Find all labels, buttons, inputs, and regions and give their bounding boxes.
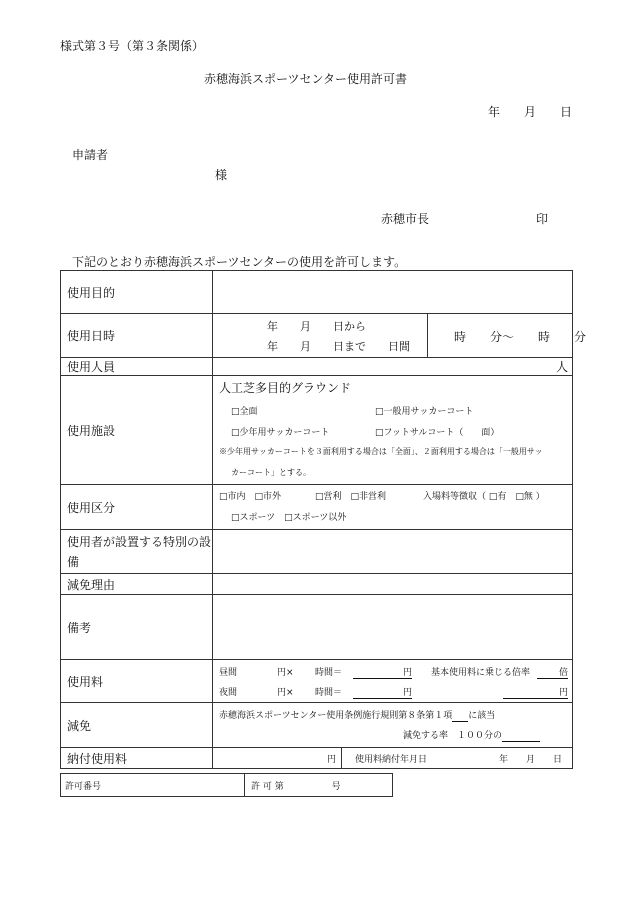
- row-exemption: [61, 703, 573, 748]
- exemption-rate-blank[interactable]: [502, 731, 540, 742]
- fee-night-amount[interactable]: 円: [353, 685, 412, 699]
- equipment-label: 使用者が設置する特別の設備: [61, 530, 213, 574]
- fee-night-hours: 時間＝: [315, 688, 343, 698]
- permit-number-table: [60, 773, 393, 797]
- applicant-label: 申請者: [72, 148, 109, 162]
- fee-day-label: 昼間: [219, 668, 238, 678]
- facility-note-1: ※少年用サッカーコートを３面利用する場合は「全面」、２面利用する場合は「一般用サッ: [219, 447, 543, 456]
- permit-number-field[interactable]: 許 可 第 号: [245, 774, 393, 797]
- purpose-field[interactable]: [213, 271, 573, 314]
- fee-multiplier-label: 基本使用料に乗じる倍率: [431, 668, 531, 678]
- fee-day-hours: 時間＝: [315, 668, 343, 678]
- equipment-field[interactable]: [213, 530, 573, 574]
- people-label: 使用人員: [61, 358, 213, 376]
- exemption-field: [213, 703, 573, 748]
- remarks-field[interactable]: [213, 595, 573, 660]
- date-year: 年: [488, 105, 501, 119]
- row-reason: [61, 574, 573, 595]
- datetime-label: 使用日時: [61, 314, 213, 358]
- facility-label: 使用施設: [61, 376, 213, 485]
- reason-label: 減免理由: [61, 574, 213, 595]
- fee-day-amount[interactable]: 円: [353, 665, 412, 679]
- fee-multiplier-value[interactable]: 倍: [537, 665, 568, 679]
- facility-note-2: カーコート」とする。: [231, 468, 311, 477]
- exemption-rule: 赤穂海浜スポーツセンター使用条例施行規則第８条第１項 に該当: [219, 711, 496, 721]
- people-field[interactable]: [213, 358, 573, 376]
- category-admission[interactable]: 入場料等徴収（ □有 □無 ）: [423, 492, 545, 502]
- fee-label: 使用料: [61, 660, 213, 703]
- datetime-field[interactable]: [213, 314, 587, 358]
- row-fee: [61, 660, 573, 703]
- payment-yen: 円: [327, 755, 337, 765]
- payment-label: 納付使用料: [61, 748, 213, 769]
- fee-field: [213, 660, 573, 703]
- fee-total-amount[interactable]: 円: [503, 685, 568, 699]
- row-people: [61, 358, 573, 376]
- row-datetime: [61, 314, 573, 358]
- fee-night-label: 夜間: [219, 688, 238, 698]
- time-divider: [427, 314, 428, 357]
- exemption-label: 減免: [61, 703, 213, 748]
- datetime-from: 年 月 日から: [267, 320, 366, 333]
- date-month: 月: [524, 105, 537, 119]
- option-general-soccer[interactable]: □一般用サッカーコート: [375, 407, 474, 417]
- payment-divider: [341, 748, 342, 768]
- people-unit: 人: [555, 360, 568, 374]
- purpose-label: 使用目的: [61, 271, 213, 314]
- remarks-label: 備考: [61, 595, 213, 660]
- payment-field: [213, 748, 573, 769]
- datetime-to: 年 月 日まで 日間: [267, 340, 410, 353]
- row-purpose: [61, 271, 573, 314]
- seal-mark: 印: [536, 212, 549, 226]
- category-sport[interactable]: □スポーツ □スポーツ以外: [231, 513, 347, 523]
- row-category: [61, 485, 573, 530]
- payment-date-label: 使用料納付年月日: [355, 755, 428, 765]
- reason-field[interactable]: [213, 574, 573, 595]
- option-futsal[interactable]: □フットサルコート（ 面）: [375, 428, 500, 438]
- intro-text: 下記のとおり赤穂海浜スポーツセンターの使用を許可します。: [72, 255, 407, 269]
- facility-heading: 人工芝多目的グラウンド: [219, 381, 352, 395]
- fee-day-yen: 円×: [277, 668, 294, 678]
- honorific: 様: [215, 168, 228, 182]
- row-facility: [61, 376, 573, 485]
- datetime-time: 時 分～ 時 分: [454, 330, 587, 344]
- permit-number-label: 許可番号: [61, 774, 245, 797]
- row-remarks: [61, 595, 573, 660]
- option-full-court[interactable]: □全面: [231, 407, 258, 417]
- exemption-rate: 減免する率 １００分の: [403, 728, 540, 742]
- facility-field: [213, 376, 573, 485]
- payment-date[interactable]: 年 月 日: [499, 755, 563, 765]
- document-title: 赤穂海浜スポーツセンター使用許可書: [204, 72, 408, 86]
- row-payment: [61, 748, 573, 769]
- option-junior-soccer[interactable]: □少年用サッカーコート: [231, 428, 330, 438]
- fee-night-yen: 円×: [277, 688, 294, 698]
- permit-table: [60, 270, 587, 769]
- row-equipment: [61, 530, 573, 574]
- exemption-item-blank[interactable]: [452, 711, 468, 722]
- category-field: [213, 485, 573, 530]
- date-day: 日: [560, 105, 573, 119]
- form-number: 様式第３号（第３条関係）: [60, 39, 205, 53]
- category-area[interactable]: □市内 □市外: [219, 492, 282, 502]
- category-label: 使用区分: [61, 485, 213, 530]
- issuer: 赤穂市長: [381, 212, 430, 226]
- category-profit[interactable]: □営利 □非営利: [315, 492, 387, 502]
